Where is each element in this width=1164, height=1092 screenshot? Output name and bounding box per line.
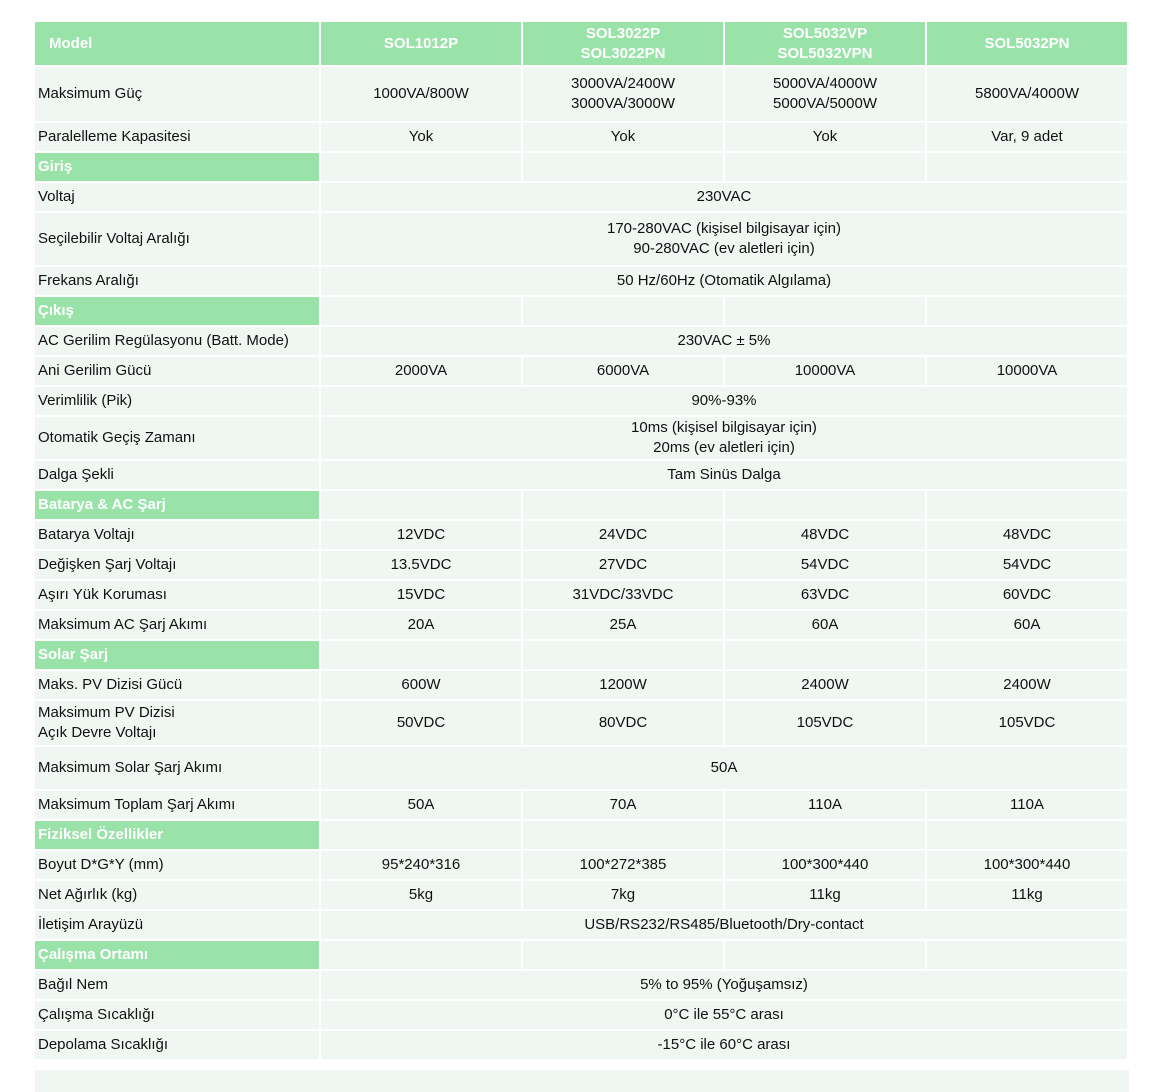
spec-value-shared	[321, 183, 1129, 213]
spec-value	[321, 881, 523, 911]
spec-value	[321, 851, 523, 881]
spec-row	[35, 551, 1129, 581]
spec-value-shared	[321, 747, 1129, 791]
spec-value-line: 5800VA/4000W	[975, 85, 1079, 102]
spec-value-shared	[321, 327, 1129, 357]
header-model-label: Model	[35, 22, 321, 67]
header-model-3	[725, 22, 927, 67]
spec-value	[725, 611, 927, 641]
spec-value-shared	[321, 971, 1129, 1001]
spec-value-shared	[321, 417, 1129, 461]
spec-value-line: 230VAC ± 5%	[677, 332, 771, 349]
spec-label	[35, 417, 321, 461]
spec-value-line: 2400W	[801, 676, 849, 693]
spec-value-line: 15VDC	[396, 586, 446, 603]
spec-value-line: Var, 9 adet	[991, 128, 1063, 145]
spec-value-line: 12VDC	[396, 526, 446, 543]
spec-label-line: Açık Devre Voltajı	[38, 724, 157, 741]
spec-value-line: 90-280VAC (ev aletleri için)	[633, 240, 815, 257]
spec-label-line: Maksimum PV Dizisi	[38, 704, 175, 721]
spec-value-line: 50A	[407, 796, 435, 813]
spec-row	[35, 611, 1129, 641]
section-empty-cell	[321, 491, 523, 521]
spec-value-line: USB/RS232/RS485/Bluetooth/Dry-contact	[584, 916, 864, 933]
spec-value	[927, 791, 1129, 821]
spec-value-shared	[321, 461, 1129, 491]
spec-label	[35, 611, 321, 641]
spec-value-line: 230VAC	[696, 188, 752, 205]
spec-label-line: Boyut D*G*Y (mm)	[38, 856, 164, 873]
spec-value	[725, 357, 927, 387]
spec-value-line: 100*272*385	[579, 856, 667, 873]
spec-label	[35, 747, 321, 791]
header-model-name: SOL5032VP	[782, 24, 868, 42]
spec-label-line: Çalışma Sıcaklığı	[38, 1006, 155, 1023]
spec-value-line: 54VDC	[800, 556, 850, 573]
spec-row	[35, 357, 1129, 387]
spec-value-line: 5% to 95% (Yoğuşamsız)	[640, 976, 808, 993]
spec-value-line: 25A	[609, 616, 637, 633]
spec-value-line: 80VDC	[598, 714, 648, 731]
spec-value-line: 105VDC	[998, 714, 1056, 731]
spec-row	[35, 183, 1129, 213]
spec-label	[35, 461, 321, 491]
spec-value-line: 60A	[1013, 616, 1041, 633]
spec-value-line: 27VDC	[598, 556, 648, 573]
spec-value	[321, 701, 523, 747]
spec-value	[927, 671, 1129, 701]
section-empty-cell	[321, 941, 523, 971]
spec-label	[35, 123, 321, 153]
section-empty-cell	[523, 491, 725, 521]
spec-row	[35, 747, 1129, 791]
spec-value-line: 3000VA/2400W	[571, 75, 675, 92]
spec-row	[35, 417, 1129, 461]
spec-value-line: 100*300*440	[983, 856, 1071, 873]
spec-label-line: Değişken Şarj Voltajı	[38, 556, 177, 573]
spec-label	[35, 67, 321, 123]
spec-value-line: 90%-93%	[691, 392, 757, 409]
spec-label	[35, 267, 321, 297]
spec-label-line: Net Ağırlık (kg)	[38, 886, 138, 903]
section-empty-cell	[927, 491, 1129, 521]
spec-value-line: -15°C ile 60°C arası	[657, 1036, 791, 1053]
section-empty-cell	[725, 941, 927, 971]
spec-value-line: 1200W	[599, 676, 647, 693]
spec-value	[321, 611, 523, 641]
spec-value-line: 60VDC	[1002, 586, 1052, 603]
spec-value-line: 60A	[811, 616, 839, 633]
spec-value	[321, 581, 523, 611]
spec-value	[321, 791, 523, 821]
section-empty-cell	[523, 821, 725, 851]
spec-value	[927, 701, 1129, 747]
spec-value-line: 0°C ile 55°C arası	[664, 1006, 784, 1023]
spec-value	[927, 357, 1129, 387]
spec-value-shared	[321, 911, 1129, 941]
spec-value	[321, 123, 523, 153]
spec-value-line: Yok	[812, 128, 838, 145]
spec-label-line: İletişim Arayüzü	[38, 916, 144, 933]
spec-label-line: Maksimum AC Şarj Akımı	[38, 616, 208, 633]
spec-label-line: Maksimum Toplam Şarj Akımı	[38, 796, 236, 813]
spec-table	[35, 22, 1129, 1061]
spec-label	[35, 521, 321, 551]
spec-row	[35, 327, 1129, 357]
spec-value-shared	[321, 213, 1129, 267]
spec-label-line: Ani Gerilim Gücü	[38, 362, 152, 379]
section-empty-cell	[321, 153, 523, 183]
spec-label-line: Bağıl Nem	[38, 976, 109, 993]
section-row	[35, 297, 1129, 327]
spec-label	[35, 791, 321, 821]
spec-value	[725, 551, 927, 581]
spec-label	[35, 1031, 321, 1061]
spec-value	[927, 551, 1129, 581]
spec-label	[35, 911, 321, 941]
section-empty-cell	[927, 641, 1129, 671]
section-title: Solar Şarj	[35, 641, 321, 671]
section-empty-cell	[523, 297, 725, 327]
spec-row	[35, 851, 1129, 881]
spec-value-line: 5kg	[408, 886, 434, 903]
spec-row	[35, 581, 1129, 611]
spec-row	[35, 701, 1129, 747]
section-empty-cell	[725, 491, 927, 521]
spec-label	[35, 581, 321, 611]
spec-label-line: Paralelleme Kapasitesi	[38, 128, 191, 145]
spec-value-shared	[321, 387, 1129, 417]
spec-value	[321, 671, 523, 701]
section-title: Fiziksel Özellikler	[35, 821, 321, 851]
spec-table-body	[35, 67, 1129, 1061]
section-empty-cell	[523, 153, 725, 183]
spec-label-line: Maksimum Solar Şarj Akımı	[38, 759, 223, 776]
spec-row	[35, 387, 1129, 417]
section-empty-cell	[321, 641, 523, 671]
header-model-1	[321, 22, 523, 67]
spec-value-line: 50 Hz/60Hz (Otomatik Algılama)	[616, 272, 832, 289]
section-title: Çıkış	[35, 297, 321, 327]
section-empty-cell	[725, 641, 927, 671]
spec-value	[725, 123, 927, 153]
spec-row	[35, 123, 1129, 153]
section-row	[35, 941, 1129, 971]
spec-value-line: 3000VA/3000W	[571, 95, 675, 112]
spec-value	[321, 551, 523, 581]
spec-value	[321, 67, 523, 123]
spec-value-line: 70A	[609, 796, 637, 813]
section-empty-cell	[927, 821, 1129, 851]
spec-value-line: 20A	[407, 616, 435, 633]
spec-value-line: 63VDC	[800, 586, 850, 603]
spec-label-line: Maks. PV Dizisi Gücü	[38, 676, 183, 693]
spec-value-line: 20ms (ev aletleri için)	[653, 439, 795, 456]
section-empty-cell	[927, 941, 1129, 971]
spec-value-line: 2400W	[1003, 676, 1051, 693]
section-title: Batarya & AC Şarj	[35, 491, 321, 521]
spec-value	[523, 701, 725, 747]
section-empty-cell	[523, 941, 725, 971]
spec-label	[35, 671, 321, 701]
section-empty-cell	[725, 821, 927, 851]
spec-value-line: Yok	[610, 128, 636, 145]
section-row	[35, 821, 1129, 851]
spec-value	[725, 671, 927, 701]
spec-value-line: 31VDC/33VDC	[572, 586, 674, 603]
header-row	[35, 22, 1129, 67]
spec-label	[35, 971, 321, 1001]
spec-label	[35, 327, 321, 357]
spec-value-line: 110A	[808, 796, 842, 813]
spec-value-line: 48VDC	[1002, 526, 1052, 543]
spec-label	[35, 357, 321, 387]
spec-value	[523, 67, 725, 123]
spec-value	[927, 881, 1129, 911]
spec-value	[523, 851, 725, 881]
spec-value-line: 11kg	[809, 886, 841, 903]
spec-value	[725, 67, 927, 123]
spec-value-line: 54VDC	[1002, 556, 1052, 573]
spec-label-line: Aşırı Yük Koruması	[38, 586, 167, 603]
spec-row	[35, 1031, 1129, 1061]
spec-row	[35, 881, 1129, 911]
spec-value-line: 50A	[710, 759, 738, 776]
spec-value-line: 7kg	[610, 886, 636, 903]
spec-value	[523, 791, 725, 821]
spec-value-line: 5000VA/4000W	[773, 75, 877, 92]
spec-value	[523, 671, 725, 701]
header-model-2	[523, 22, 725, 67]
spec-value-line: 10000VA	[996, 362, 1058, 379]
header-model-name: SOL1012P	[383, 34, 459, 52]
section-row	[35, 153, 1129, 183]
spec-label-line: Batarya Voltajı	[38, 526, 135, 543]
header-model-name: SOL3022P	[585, 24, 661, 42]
header-model-4	[927, 22, 1129, 67]
spec-value	[523, 123, 725, 153]
spec-row	[35, 911, 1129, 941]
spec-row	[35, 521, 1129, 551]
spec-row	[35, 67, 1129, 123]
spec-label-line: Frekans Aralığı	[38, 272, 139, 289]
spec-label-line: Voltaj	[38, 188, 75, 205]
section-empty-cell	[927, 153, 1129, 183]
spec-value-line: 48VDC	[800, 526, 850, 543]
spec-value	[523, 357, 725, 387]
spec-value-line: 5000VA/5000W	[773, 95, 877, 112]
spec-value-line: 50VDC	[396, 714, 446, 731]
spec-row	[35, 213, 1129, 267]
spec-value-line: 10ms (kişisel bilgisayar için)	[631, 419, 817, 436]
spec-value	[725, 701, 927, 747]
section-row	[35, 491, 1129, 521]
spec-value	[523, 611, 725, 641]
spec-label-line: Seçilebilir Voltaj Aralığı	[38, 230, 190, 247]
section-empty-cell	[321, 821, 523, 851]
spec-value-shared	[321, 1001, 1129, 1031]
header-model-name: SOL5032PN	[984, 34, 1070, 52]
spec-value	[725, 791, 927, 821]
section-empty-cell	[725, 297, 927, 327]
spec-value-line: 2000VA	[394, 362, 448, 379]
table-footer-band	[35, 1070, 1129, 1092]
spec-value-line: Tam Sinüs Dalga	[667, 466, 781, 483]
header-model-name: SOL3022PN	[580, 44, 666, 62]
section-row	[35, 641, 1129, 671]
spec-value-line: 13.5VDC	[390, 556, 452, 573]
spec-value-line: 95*240*316	[381, 856, 461, 873]
spec-value	[523, 551, 725, 581]
header-model-name: SOL5032VPN	[777, 44, 873, 62]
spec-value-line: Yok	[408, 128, 434, 145]
spec-value-line: 170-280VAC (kişisel bilgisayar için)	[607, 220, 841, 237]
spec-row	[35, 267, 1129, 297]
spec-value	[523, 521, 725, 551]
spec-value	[927, 611, 1129, 641]
spec-value	[927, 123, 1129, 153]
spec-value	[725, 521, 927, 551]
section-empty-cell	[927, 297, 1129, 327]
spec-value	[321, 521, 523, 551]
spec-label	[35, 701, 321, 747]
spec-label	[35, 851, 321, 881]
spec-row	[35, 461, 1129, 491]
spec-label-line: AC Gerilim Regülasyonu (Batt. Mode)	[38, 332, 289, 349]
spec-value-line: 600W	[401, 676, 441, 693]
section-empty-cell	[523, 641, 725, 671]
section-empty-cell	[725, 153, 927, 183]
spec-value	[927, 851, 1129, 881]
section-title: Çalışma Ortamı	[35, 941, 321, 971]
spec-value-line: 24VDC	[598, 526, 648, 543]
section-title: Giriş	[35, 153, 321, 183]
section-empty-cell	[321, 297, 523, 327]
spec-label	[35, 183, 321, 213]
spec-row	[35, 671, 1129, 701]
spec-value	[927, 581, 1129, 611]
spec-row	[35, 1001, 1129, 1031]
spec-value	[725, 851, 927, 881]
spec-row	[35, 791, 1129, 821]
spec-value	[927, 67, 1129, 123]
spec-value	[523, 581, 725, 611]
spec-value	[725, 881, 927, 911]
spec-label	[35, 213, 321, 267]
spec-label	[35, 1001, 321, 1031]
spec-value-line: 11kg	[1011, 886, 1043, 903]
spec-value	[523, 881, 725, 911]
spec-label	[35, 881, 321, 911]
spec-label	[35, 387, 321, 417]
spec-label-line: Otomatik Geçiş Zamanı	[38, 429, 196, 446]
spec-label	[35, 551, 321, 581]
spec-value-line: 105VDC	[796, 714, 854, 731]
spec-label-line: Maksimum Güç	[38, 85, 143, 102]
spec-label-line: Dalga Şekli	[38, 466, 114, 483]
spec-value	[927, 521, 1129, 551]
spec-value-line: 110A	[1010, 796, 1044, 813]
spec-value-shared	[321, 267, 1129, 297]
spec-label-line: Depolama Sıcaklığı	[38, 1036, 169, 1053]
spec-value-line: 10000VA	[794, 362, 856, 379]
spec-value-line: 6000VA	[596, 362, 650, 379]
spec-value-line: 100*300*440	[781, 856, 869, 873]
spec-value-shared	[321, 1031, 1129, 1061]
spec-value	[725, 581, 927, 611]
spec-label-line: Verimlilik (Pik)	[38, 392, 133, 409]
spec-row	[35, 971, 1129, 1001]
spec-value	[321, 357, 523, 387]
spec-value-line: 1000VA/800W	[373, 85, 469, 102]
